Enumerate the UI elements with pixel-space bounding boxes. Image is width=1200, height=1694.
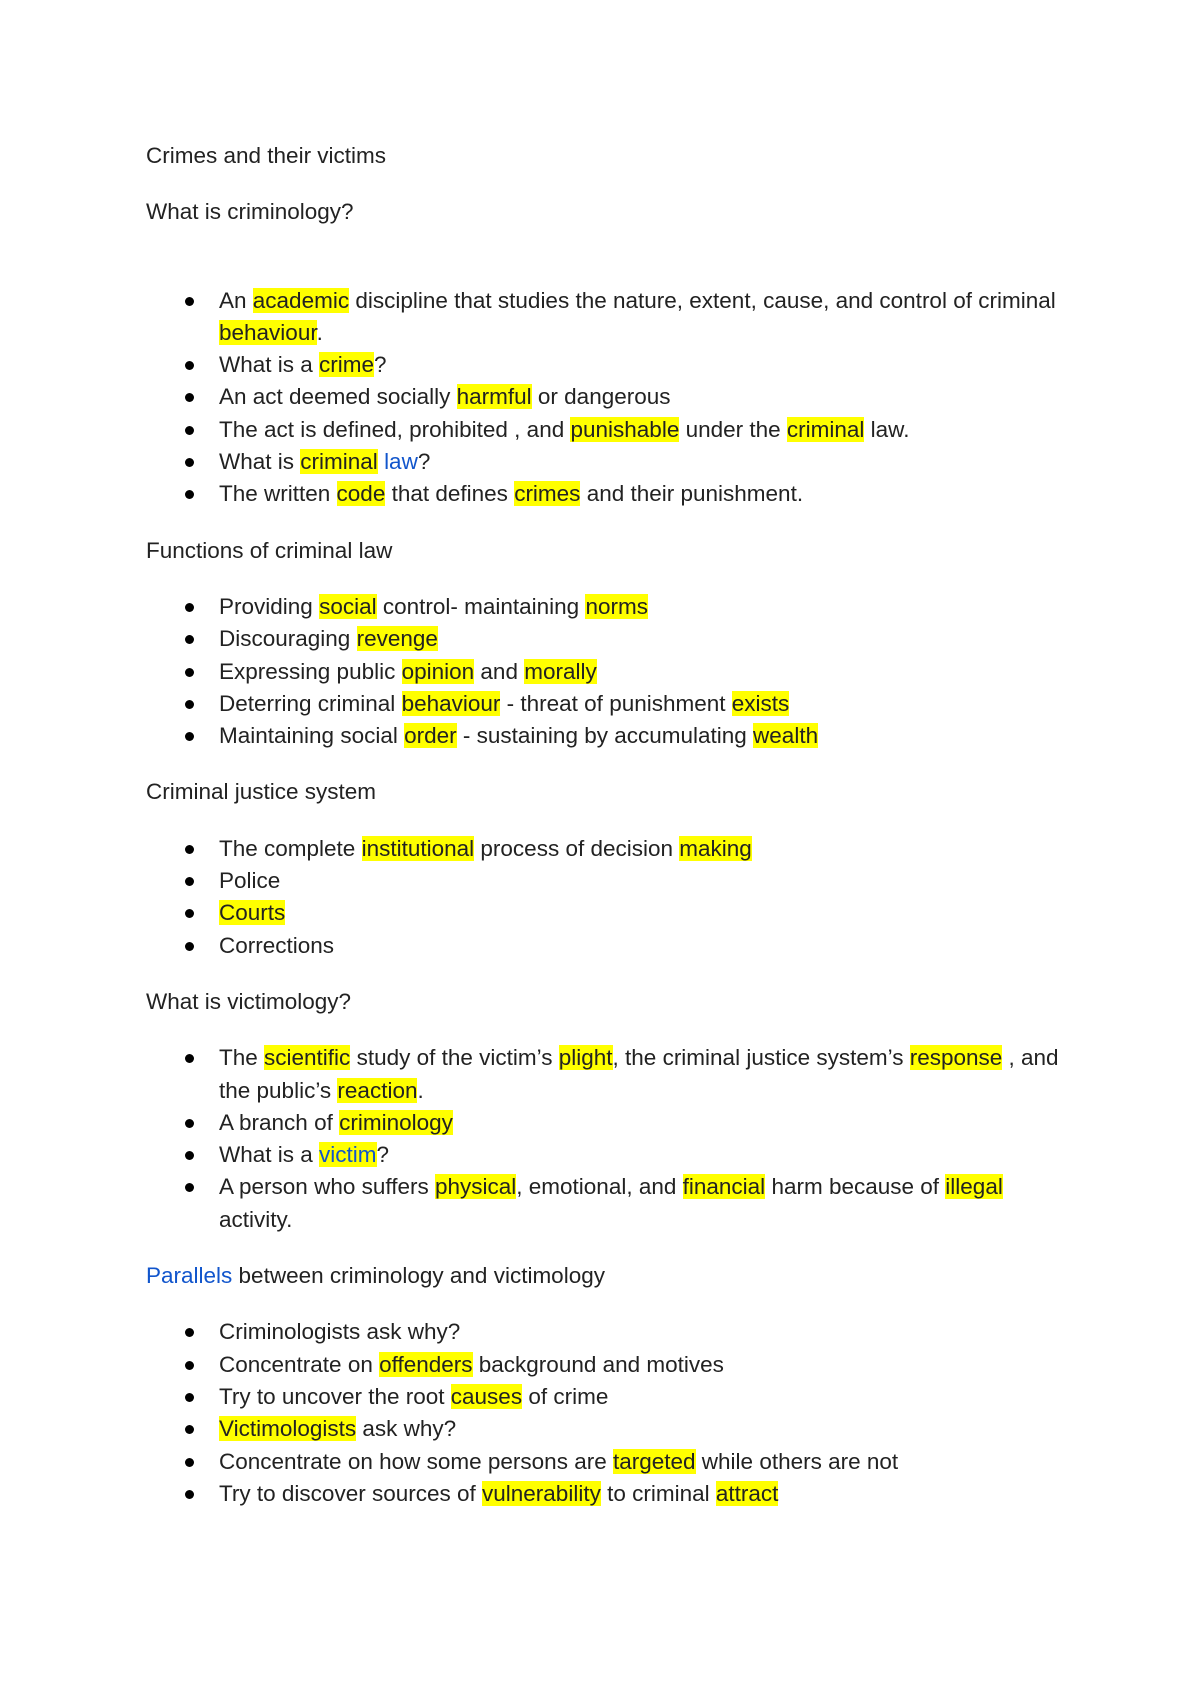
highlighted-text: academic [252,287,350,313]
text-run: ? [417,449,431,475]
bullet-list [146,833,1076,962]
text-run: while others are not [695,1448,899,1474]
text-run: Concentrate on [219,1351,380,1377]
text-run: An [219,287,253,313]
text-run: between criminology and victimology [232,1263,605,1289]
list-item [146,1139,1076,1171]
section-heading [146,535,1076,567]
highlighted-text: social [319,593,377,619]
text-run: . [417,1077,424,1103]
section-heading [146,140,1076,172]
text-run: under the [679,416,787,442]
text-run: - threat of punishment [500,690,732,716]
text-run: Try to uncover the root [219,1383,451,1409]
spacer [146,229,1076,285]
list-item [146,1381,1076,1413]
spacer [146,809,1076,833]
section-heading [146,776,1076,808]
spacer [146,567,1076,591]
text-run: Police [219,868,281,894]
text-run: Discouraging [219,626,357,652]
text-run: What is victimology? [146,988,352,1014]
highlighted-text: punishable [570,416,680,442]
bullet-list [146,1316,1076,1510]
highlighted-text: causes [450,1383,523,1409]
highlighted-text: scientific [264,1045,351,1071]
bullet-list [146,591,1076,752]
spacer [146,962,1076,986]
list-item [146,720,1076,752]
list-item [146,865,1076,897]
list-item [146,688,1076,720]
highlighted-text: crime [319,352,375,378]
list-item [146,1171,1076,1236]
spacer [146,1292,1076,1316]
list-item [146,349,1076,381]
highlighted-text: opinion [401,658,475,684]
section-heading [146,1260,1076,1292]
highlighted-text: behaviour [219,319,317,345]
highlighted-text: physical [434,1174,517,1200]
text-run: Providing [219,593,320,619]
highlighted-text: criminology [339,1109,453,1135]
text-run: , emotional, and [516,1174,683,1200]
spacer [146,752,1076,776]
text-run: The act is defined, prohibited , and [219,416,571,442]
list-item [146,930,1076,962]
text-run: . [316,319,323,345]
text-run: to criminal [600,1480,716,1506]
text-run: , the criminal justice system’s [612,1045,910,1071]
list-item [146,591,1076,623]
text-run: ask why? [356,1416,457,1442]
highlighted-text: making [679,835,752,861]
list-item [146,1042,1076,1107]
list-item [146,446,1076,478]
text-run: Criminologists ask why? [219,1319,461,1345]
text-run: Criminal justice system [146,779,377,805]
link-text[interactable]: Parallels [146,1263,233,1289]
highlighted-text: revenge [356,626,438,652]
highlighted-text: wealth [753,723,819,749]
text-run: An act deemed socially [219,384,457,410]
list-item [146,1107,1076,1139]
highlighted-text: criminal [786,416,865,442]
text-run: activity. [219,1206,293,1232]
highlighted-text: targeted [612,1448,696,1474]
list-item [146,623,1076,655]
text-run: that defines [385,481,515,507]
list-item [146,381,1076,413]
link-text[interactable]: victim [319,1142,377,1168]
spacer [146,511,1076,535]
text-run: ? [374,352,387,378]
text-run: , and the public’s [219,1045,1059,1103]
highlighted-text: order [404,723,457,749]
list-item [146,1413,1076,1445]
bullet-list [146,285,1076,511]
text-run: What is criminology? [146,199,354,225]
highlighted-text: harmful [456,384,532,410]
text-run: Crimes and their victims [146,143,387,168]
text-run: Functions of criminal law [146,537,393,563]
list-item [146,285,1076,350]
highlighted-text: behaviour [401,690,501,716]
spacer [146,1236,1076,1260]
text-run: discipline that studies the nature, extent, cause, and control of criminal [349,287,1056,313]
list-item [146,1349,1076,1381]
list-item [146,1316,1076,1348]
highlighted-text: attract [715,1480,779,1506]
text-run: Deterring criminal [219,690,402,716]
text-run: study of the victim’s [350,1045,559,1071]
highlighted-text: plight [558,1045,613,1071]
text-run: Maintaining social [219,723,405,749]
text-run: A branch of [219,1109,340,1135]
list-item [146,1446,1076,1478]
highlighted-text: code [336,481,386,507]
bullet-list [146,1042,1076,1236]
link-text[interactable]: law [384,449,418,475]
highlighted-text: Courts [219,900,286,926]
highlighted-text: vulnerability [482,1480,601,1506]
text-run: harm because of [765,1174,946,1200]
text-run: and [474,658,525,684]
highlighted-text: response [909,1045,1003,1071]
text-run: and their punishment. [580,481,804,507]
highlighted-text: Victimologists [219,1416,357,1442]
text-run: - sustaining by accumulating [456,723,754,749]
text-run: Expressing public [219,658,402,684]
list-item [146,656,1076,688]
highlighted-text: offenders [379,1351,473,1377]
section-heading [146,196,1076,228]
text-run: The complete [219,835,362,861]
text-run: Corrections [219,932,335,958]
list-item [146,897,1076,929]
text-run: What is [219,449,301,475]
text-run: control- maintaining [376,593,586,619]
text-run: Concentrate on how some persons are [219,1448,613,1474]
list-item [146,414,1076,446]
text-run: of crime [522,1383,609,1409]
highlighted-text: criminal [300,449,378,475]
highlighted-text: exists [731,690,790,716]
list-item [146,833,1076,865]
text-run: or dangerous [531,384,671,410]
text-run: What is a [219,352,320,378]
highlighted-text: illegal [945,1174,1003,1200]
highlighted-text: morally [524,658,597,684]
list-item [146,1478,1076,1510]
text-run: Try to discover sources of [219,1480,483,1506]
text-run: A person who suffers [219,1174,435,1200]
text-run: process of decision [474,835,680,861]
text-run: What is a [219,1142,320,1168]
document-body [146,140,1076,1510]
spacer [146,1018,1076,1042]
list-item [146,478,1076,510]
text-run: background and motives [472,1351,724,1377]
text-run: law. [864,416,910,442]
text-run: The [219,1045,265,1071]
section-heading [146,986,1076,1018]
highlighted-text: financial [682,1174,766,1200]
text-run: ? [376,1142,390,1168]
highlighted-text: crimes [514,481,581,507]
highlighted-text: institutional [361,835,475,861]
text-run: The written [219,481,337,507]
spacer [146,172,1076,196]
highlighted-text: reaction [337,1077,418,1103]
highlighted-text: norms [585,593,648,619]
